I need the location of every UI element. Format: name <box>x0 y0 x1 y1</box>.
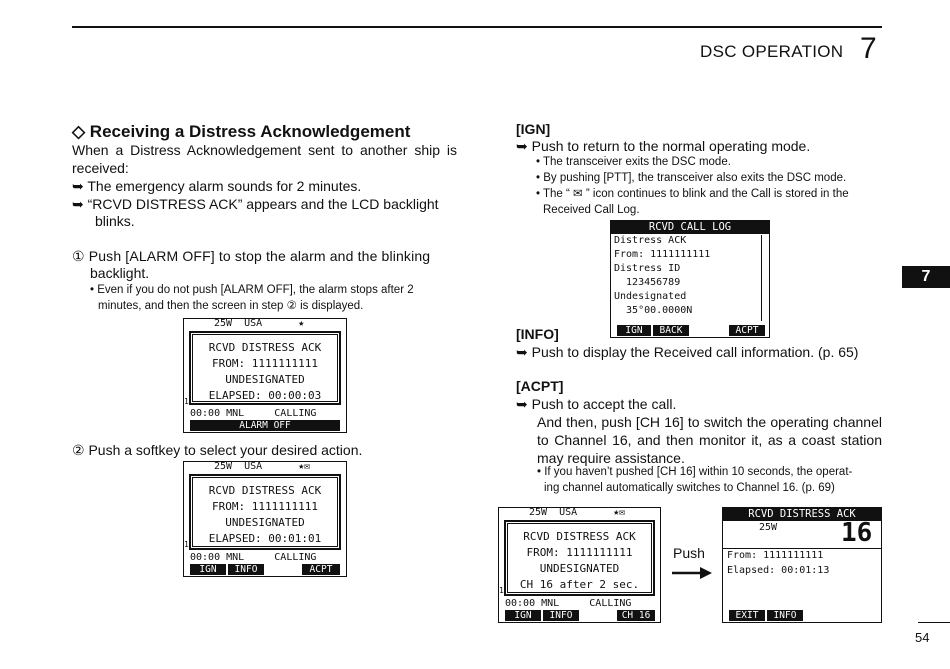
chapter-tab: 7 <box>902 266 950 288</box>
info-softkey[interactable]: INFO <box>767 610 803 621</box>
lcd-corner: 1 <box>184 397 189 406</box>
lcd-corner: 1 <box>184 540 189 549</box>
acpt-note: • If you haven’t pushed [CH 16] within 10 seconds, the operat- <box>537 466 853 478</box>
intro-text: When a Distress Acknowledgement sent to another ship is received: <box>72 142 457 176</box>
header-title: DSC OPERATION <box>700 42 844 61</box>
acpt-softkey[interactable]: ACPT <box>729 325 765 336</box>
bullet-1: ➥ The emergency alarm sounds for 2 minutes. <box>72 178 362 194</box>
acpt-note-cont: ing channel automatically switches to Channel 16. (p. 69) <box>544 482 835 494</box>
acpt-more: And then, push [CH 16] to switch the operating channel to Channel 16, and then monitor it, as a coast station may require assistance. <box>537 414 882 466</box>
lcd-message-box <box>189 474 341 550</box>
ign-label: [IGN] <box>516 121 551 137</box>
page-number: 54 <box>915 630 930 645</box>
lcd-line: 35°00.0000N <box>614 305 693 316</box>
lcd-line: FROM: 1111111111 <box>526 546 633 559</box>
ign-note-3: • The “ ✉ ” icon continues to blink and the Call is stored in the <box>536 188 849 200</box>
acpt-softkey[interactable]: ACPT <box>302 564 340 575</box>
info-text: ➥ Push to display the Received call information. (p. 65) <box>516 344 859 360</box>
lcd-line: From: 1111111111 <box>614 249 711 260</box>
lcd-line: RCVD DISTRESS ACK <box>523 530 636 543</box>
lcd-power: 25W <box>759 522 778 533</box>
push-label: Push <box>673 545 705 561</box>
lcd-channel-number: 16 <box>841 518 873 548</box>
step-1-cont: backlight. <box>90 265 150 281</box>
lcd-message-box <box>189 331 341 405</box>
header-chapter: 7 <box>860 32 877 65</box>
lcd-line: ELAPSED: 00:00:03 <box>208 389 322 402</box>
lcd-status: 25W USA ★✉ <box>214 461 311 472</box>
lcd-softkey-screen <box>183 461 347 577</box>
acpt-label: [ACPT] <box>516 378 564 394</box>
section-heading: ◇ Receiving a Distress Acknowledgement <box>72 122 411 141</box>
ign-note-4: Received Call Log. <box>543 204 640 216</box>
exit-softkey[interactable]: EXIT <box>729 610 765 621</box>
lcd-scrollbar <box>761 235 767 321</box>
lcd-line: 123456789 <box>614 277 681 288</box>
info-label: [INFO] <box>516 326 559 342</box>
lcd-line: RCVD DISTRESS ACK <box>208 341 322 354</box>
lcd-call-log <box>610 220 770 338</box>
info-softkey[interactable]: INFO <box>228 564 264 575</box>
step-1: ① Push [ALARM OFF] to stop the alarm and the blinking <box>72 248 431 264</box>
lcd-bottom-status: 00:00 MNL CALLING <box>190 552 317 563</box>
lcd-status: 25W USA ★ <box>214 318 305 329</box>
step-1-note: • Even if you do not push [ALARM OFF], the alarm stops after 2 <box>90 284 414 296</box>
bullet-2-cont: blinks. <box>95 213 135 229</box>
lcd-title: RCVD DISTRESS ACK <box>723 508 881 521</box>
lcd-line: UNDESIGNATED <box>539 562 620 575</box>
lcd-line: Elapsed: 00:01:13 <box>727 565 830 576</box>
lcd-line: Undesignated <box>614 291 687 302</box>
step-2: ② Push a softkey to select your desired action. <box>72 442 363 458</box>
lcd-corner: 1 <box>499 586 504 595</box>
footer-rule <box>918 622 950 623</box>
acpt-text: ➥ Push to accept the call. <box>516 396 677 412</box>
lcd-line: UNDESIGNATED <box>225 516 305 529</box>
lcd-line: RCVD DISTRESS ACK <box>208 484 322 497</box>
lcd-line: UNDESIGNATED <box>225 373 305 386</box>
ign-softkey[interactable]: IGN <box>190 564 226 575</box>
lcd-bottom-status: 00:00 MNL CALLING <box>190 408 317 419</box>
lcd-line: FROM: 1111111111 <box>212 357 318 370</box>
lcd-line: Distress ACK <box>614 235 687 246</box>
lcd-line: CH 16 after 2 sec. <box>519 578 640 591</box>
lcd-title: RCVD CALL LOG <box>611 221 769 234</box>
header-rule <box>72 26 882 28</box>
lcd-accept-screen <box>498 507 661 623</box>
lcd-line: ELAPSED: 00:01:01 <box>208 532 322 545</box>
ign-softkey[interactable]: IGN <box>617 325 651 336</box>
bullet-2: ➥ “RCVD DISTRESS ACK” appears and the LCD backlight <box>72 196 439 212</box>
info-softkey[interactable]: INFO <box>543 610 579 621</box>
right-arrow-icon <box>672 566 712 580</box>
ign-softkey[interactable]: IGN <box>505 610 541 621</box>
step-1-note-cont: minutes, and then the screen in step ② is displayed. <box>98 300 364 312</box>
lcd-message-box <box>504 520 655 596</box>
lcd-line: Distress ID <box>614 263 681 274</box>
lcd-bottom-status: 00:00 MNL CALLING <box>505 598 632 609</box>
lcd-status: 25W USA ★✉ <box>529 507 626 518</box>
lcd-alarm-screen <box>183 318 347 433</box>
lcd-line: FROM: 1111111111 <box>212 500 318 513</box>
ign-note-2: • By pushing [PTT], the transceiver also exits the DSC mode. <box>536 172 847 184</box>
ign-text: ➥ Push to return to the normal operating mode. <box>516 138 811 154</box>
lcd-line: From: 1111111111 <box>727 550 824 561</box>
ch16-softkey[interactable]: CH 16 <box>617 610 655 621</box>
lcd-channel16-screen <box>722 507 882 623</box>
back-softkey[interactable]: BACK <box>653 325 689 336</box>
ign-note-1: • The transceiver exits the DSC mode. <box>536 156 731 168</box>
lcd-divider <box>723 548 881 549</box>
alarm-off-softkey[interactable]: ALARM OFF <box>190 420 340 431</box>
